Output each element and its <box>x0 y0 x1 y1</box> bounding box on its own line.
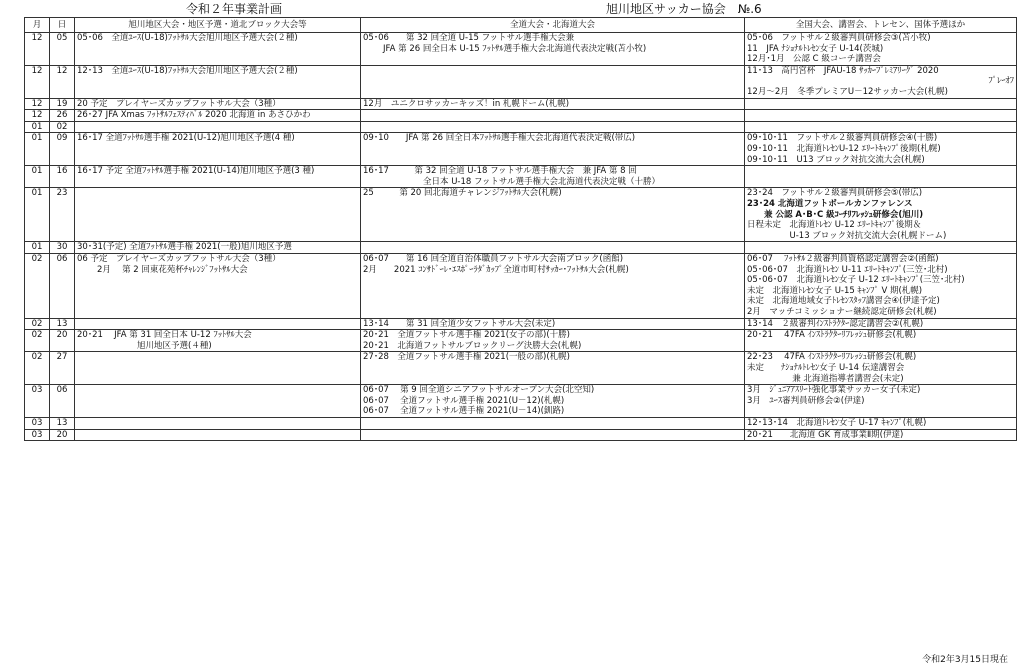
event-line: U-13 ブロック対抗交流大会(札幌ドーム) <box>747 230 947 241</box>
table-header <box>25 18 1017 33</box>
event-line: 25 第 20 回北海道チャレンジﾌｯﾄｻﾙ大会(札幌) <box>363 188 562 199</box>
national-events-cell <box>745 253 1017 318</box>
event-line: 06･07 ﾌｯﾄｻﾙ２級審判員資格認定講習会②(函館) <box>747 253 939 264</box>
event-line: 20･21 北海道フットサルブロックリーグ決勝大会(札幌) <box>363 340 582 351</box>
local-events-cell <box>75 166 361 188</box>
local-events-cell <box>75 98 361 110</box>
hokkaido-events-cell <box>361 352 745 385</box>
event-line: 06･07 全道フットサル選手権 2021(U－14)(釧路) <box>363 406 565 417</box>
month-cell: 02 <box>25 352 50 385</box>
column-header-hokkaido: 全道大会・北海道大会 <box>361 18 745 33</box>
local-events-cell <box>75 417 361 429</box>
event-line: 06･07 第 9 回全道シニアフットサルオープン大会(北空知) <box>363 385 595 396</box>
event-line: 20･21 全道フットサル選手権 2021(女子の部)(十勝) <box>363 330 570 341</box>
hokkaido-events-cell <box>361 65 745 98</box>
month-cell: 03 <box>25 417 50 429</box>
month-cell: 01 <box>25 133 50 166</box>
event-line: 09･10 JFA 第 26 回全日本ﾌｯﾄｻﾙ選手権大会北海道代表決定戦(帯広) <box>363 133 636 144</box>
event-line: 12月･1月 公認 C 級コーチ講習会 <box>747 54 881 65</box>
event-line: 3月 ｼﾞｭﾆｱｱｽﾘｰﾄ強化事業サッカー女子(未定) <box>747 385 921 396</box>
day-cell: 30 <box>50 242 75 254</box>
table-row <box>25 65 1017 98</box>
month-cell: 02 <box>25 253 50 318</box>
day-cell: 06 <box>50 385 75 418</box>
column-header-day: 日 <box>50 18 75 33</box>
hokkaido-events-cell <box>361 166 745 188</box>
table-row <box>25 385 1017 418</box>
event-line: 16･17 第 32 回全道 U-18 フットサル選手権大会 兼 JFA 第 8 回 <box>363 166 637 177</box>
event-line: 09･10･11 フットサル２級審判員研修会④(十勝) <box>747 133 938 144</box>
event-line: 16･17 全道ﾌｯﾄｻﾙ選手権 2021(U-12)旭川地区予選(4 種) <box>77 133 295 144</box>
event-line: 未定 北海道地域女子ﾄﾚｾﾝｽﾀｯﾌ講習会④(伊達予定) <box>747 296 940 307</box>
day-cell: 06 <box>50 253 75 318</box>
table-row <box>25 318 1017 330</box>
month-cell: 02 <box>25 330 50 352</box>
column-header-month: 月 <box>25 18 50 33</box>
table-row <box>25 429 1017 441</box>
event-line: 旭川地区予選(４種) <box>137 340 212 351</box>
event-line: 30･31(予定) 全道ﾌｯﾄｻﾙ選手権 2021(一般)旭川地区予選 <box>77 242 292 253</box>
national-events-cell <box>745 110 1017 122</box>
hokkaido-events-cell <box>361 121 745 133</box>
event-line: 26･27 JFA Xmas ﾌｯﾄｻﾙﾌｪｽﾃｨﾊﾞﾙ 2020 北海道 in あさひかわ <box>77 110 311 121</box>
month-cell: 03 <box>25 385 50 418</box>
national-events-cell <box>745 242 1017 254</box>
event-line: 2月 2021 ｺﾝｻﾄﾞｰﾚ･ｴｽﾎﾟｰﾗﾀﾞｶｯﾌﾟ全道市町村ｻｯｶｰ･ﾌｯﾄｻﾙ大会(札幌) <box>363 264 629 275</box>
association-name: 旭川地区サッカー協会 №.6 <box>606 2 762 16</box>
event-line: 20 予定 プレイヤーズカップフットサル大会（3種） <box>77 98 281 109</box>
local-events-cell <box>75 33 361 66</box>
local-events-cell <box>75 253 361 318</box>
event-line: 12月 ユニクロサッカーキッズ！in 札幌ドーム(札幌) <box>363 98 570 109</box>
national-events-cell <box>745 330 1017 352</box>
event-line: 20･21 JFA 第 31 回全日本 U-12 ﾌｯﾄｻﾙ大会 <box>77 330 252 341</box>
hokkaido-events-cell <box>361 330 745 352</box>
event-line: 16･17 予定 全道ﾌｯﾄｻﾙ選手権 2021(U-14)旭川地区予選(3 種) <box>77 166 315 177</box>
local-events-cell <box>75 352 361 385</box>
event-line: 2月 マッチコミッショナー継続認定研修会(札幌) <box>747 306 937 317</box>
event-line: 12･13･14 北海道ﾄﾚｾﾝ女子 U-17 ｷｬﾝﾌﾟ(札幌) <box>747 417 927 428</box>
national-events-cell <box>745 133 1017 166</box>
event-line: 12･13 全道ﾕｰｽ(U-18)ﾌｯﾄｻﾙ大会旭川地区予選大会(２種) <box>77 65 298 76</box>
hokkaido-events-cell <box>361 98 745 110</box>
day-cell: 19 <box>50 98 75 110</box>
table-row <box>25 253 1017 318</box>
national-events-cell <box>745 352 1017 385</box>
table-row <box>25 352 1017 385</box>
event-line: 20･21 47FA ｲﾝｽﾄﾗｸﾀｰﾘﾌﾚｯｼｭ研修会(札幌) <box>747 330 917 341</box>
column-header-national: 全国大会、講習会、トレセン、国体予選ほか <box>745 18 1017 33</box>
event-line: 05･06 第 32 回全道 U-15 フットサル選手権大会兼 <box>363 33 575 43</box>
header-row <box>25 18 1017 33</box>
event-line: 日程未定 北海道ﾄﾚｾﾝ U-12 ｴﾘｰﾄｷｬﾝﾌﾟ後期＆ <box>747 220 922 231</box>
event-line: 未定 北海道ﾄﾚｾﾝ女子 U-15 ｷｬﾝﾌﾟ V 期(札幌) <box>747 285 923 296</box>
national-events-cell <box>745 65 1017 98</box>
month-cell: 02 <box>25 318 50 330</box>
event-line: 13･14 第 31 回全道少女フットサル大会(未定) <box>363 318 556 329</box>
month-cell: 01 <box>25 166 50 188</box>
event-line: JFA 第 26 回全日本 U-15 ﾌｯﾄｻﾙ選手権大会北海道代表決定戦(苫小牧) <box>383 43 647 54</box>
hokkaido-events-cell <box>361 188 745 242</box>
table-row <box>25 121 1017 133</box>
event-line: 09･10･11 U13 ブロック対抗交流大会(札幌) <box>747 154 925 165</box>
event-line: 13･14 ２級審判ｲﾝｽﾄﾗｸﾀｰ認定講習会②(札幌) <box>747 318 924 329</box>
day-cell: 16 <box>50 166 75 188</box>
day-cell: 12 <box>50 65 75 98</box>
hokkaido-events-cell <box>361 318 745 330</box>
day-cell: 13 <box>50 318 75 330</box>
hokkaido-events-cell <box>361 253 745 318</box>
table-row <box>25 242 1017 254</box>
hokkaido-events-cell <box>361 417 745 429</box>
table-row <box>25 417 1017 429</box>
event-line: 22･23 47FA ｲﾝｽﾄﾗｸﾀｰﾘﾌﾚｯｼｭ研修会(札幌) <box>747 352 917 363</box>
table-row <box>25 166 1017 188</box>
hokkaido-events-cell <box>361 133 745 166</box>
event-line: 全日本 U-18 フットサル選手権大会北海道代表決定戦（十勝） <box>423 176 660 187</box>
day-cell: 09 <box>50 133 75 166</box>
event-line: 27･28 全道フットサル選手権 2021(一般の部)(札幌) <box>363 352 570 363</box>
national-events-cell <box>745 188 1017 242</box>
national-events-cell <box>745 385 1017 418</box>
table-row <box>25 33 1017 66</box>
event-line: 兼 公認 A･B･C 級ｺｰﾁﾘﾌﾚｯｼｭ研修会(旭川) <box>747 209 924 220</box>
day-cell: 02 <box>50 121 75 133</box>
table-row <box>25 188 1017 242</box>
event-line: 11･13 高円宮杯 JFAU-18 ｻｯｶｰﾌﾟﾚﾐｱﾘｰｸﾞ 2020 <box>747 65 939 76</box>
table-row <box>25 330 1017 352</box>
national-events-cell <box>745 429 1017 441</box>
event-line: 06･07 第 16 回全道自治体職員フットサル大会南ブロック(函館) <box>363 253 624 264</box>
national-events-cell <box>745 166 1017 188</box>
local-events-cell <box>75 385 361 418</box>
month-cell: 12 <box>25 33 50 66</box>
table-row <box>25 133 1017 166</box>
event-line: 05･06･07 北海道ﾄﾚｾﾝ U-11 ｴﾘｰﾄｷｬﾝﾌﾟ(三笠･北村) <box>747 264 948 275</box>
event-line: 3月 ﾕｰｽ審判員研修会②(伊達) <box>747 395 865 406</box>
local-events-cell <box>75 242 361 254</box>
local-events-cell <box>75 318 361 330</box>
event-line: ﾌﾟﾚｰｵﾌ <box>988 76 1014 87</box>
day-cell: 27 <box>50 352 75 385</box>
month-cell: 01 <box>25 121 50 133</box>
month-cell: 12 <box>25 98 50 110</box>
event-line: 23･24 北海道フットボールカンファレンス <box>747 198 913 209</box>
day-cell: 13 <box>50 417 75 429</box>
day-cell: 20 <box>50 330 75 352</box>
event-line: 05･06 フットサル２級審判員研修会③(苫小牧) <box>747 33 931 43</box>
national-events-cell <box>745 318 1017 330</box>
event-line: 23･24 フットサル２級審判員研修会⑤(帯広) <box>747 188 923 199</box>
national-events-cell <box>745 121 1017 133</box>
event-line: 2月 第 2 回東花苑杯ﾁｬﾚﾝｼﾞﾌｯﾄｻﾙ大会 <box>97 264 248 275</box>
event-line: 05･06･07 北海道ﾄﾚｾﾝ女子 U-12 ｴﾘｰﾄｷｬﾝﾌﾟ(三笠･北村) <box>747 275 965 286</box>
event-line: 09･10･11 北海道ﾄﾚｾﾝU-12 ｴﾘｰﾄｷｬﾝﾌﾟ後期(札幌) <box>747 143 941 154</box>
day-cell: 05 <box>50 33 75 66</box>
table-row <box>25 110 1017 122</box>
event-line: 11 JFA ﾅｼｮﾅﾙﾄﾚｾﾝ女子 U-14(茨城) <box>747 43 884 54</box>
hokkaido-events-cell <box>361 242 745 254</box>
event-line: 05･06 全道ﾕｰｽ(U-18)ﾌｯﾄｻﾙ大会旭川地区予選大会(２種) <box>77 33 298 43</box>
day-cell: 20 <box>50 429 75 441</box>
month-cell: 03 <box>25 429 50 441</box>
table-row <box>25 98 1017 110</box>
local-events-cell <box>75 121 361 133</box>
national-events-cell <box>745 417 1017 429</box>
national-events-cell <box>745 98 1017 110</box>
event-line: 兼 北海道指導者講習会(未定) <box>747 373 904 384</box>
event-line: 06･07 全道フットサル選手権 2021(U－12)(札幌) <box>363 395 565 406</box>
hokkaido-events-cell <box>361 110 745 122</box>
as-of-date: 令和2年3月15日現在 <box>922 655 1008 665</box>
month-cell: 12 <box>25 110 50 122</box>
event-line: 06 予定 プレイヤーズカップフットサル大会（3種） <box>77 253 281 264</box>
month-cell: 01 <box>25 188 50 242</box>
event-line: 12月～2月 冬季プレミアU－12サッカー大会(札幌) <box>747 86 948 97</box>
event-line: 20･21 北海道 GK 育成事業Ⅱ期(伊達) <box>747 429 904 440</box>
local-events-cell <box>75 133 361 166</box>
local-events-cell <box>75 110 361 122</box>
table-body <box>25 33 1017 441</box>
hokkaido-events-cell <box>361 33 745 66</box>
local-events-cell <box>75 429 361 441</box>
page-title: 令和２年事業計画 <box>186 2 283 16</box>
local-events-cell <box>75 330 361 352</box>
event-line: 未定 ﾅｼｮﾅﾙﾄﾚｾﾝ女子 U-14 伝達講習会 <box>747 362 905 373</box>
hokkaido-events-cell <box>361 429 745 441</box>
local-events-cell <box>75 65 361 98</box>
month-cell: 12 <box>25 65 50 98</box>
schedule-table <box>24 17 1017 441</box>
day-cell: 26 <box>50 110 75 122</box>
national-events-cell <box>745 33 1017 66</box>
hokkaido-events-cell <box>361 385 745 418</box>
page-header <box>0 0 1024 16</box>
day-cell: 23 <box>50 188 75 242</box>
local-events-cell <box>75 188 361 242</box>
column-header-local: 旭川地区大会・地区予選・道北ブロック大会等 <box>75 18 361 33</box>
month-cell: 01 <box>25 242 50 254</box>
